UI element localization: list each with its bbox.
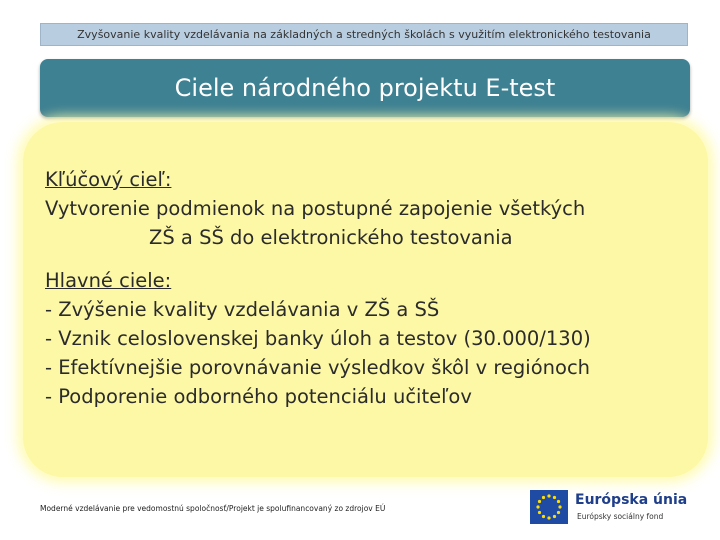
slide-title: Ciele národného projektu E-test <box>40 59 690 117</box>
eu-title: Európska únia <box>575 492 688 508</box>
main-goal-item: - Zvýšenie kvality vzdelávania v ZŠ a SŠ <box>45 298 440 321</box>
eu-flag-icon <box>530 490 568 524</box>
footer-note: Moderné vzdelávanie pre vedomostnú spoločnosť/Projekt je spolufinancovaný zo zdrojov EÚ <box>40 504 386 513</box>
content-text <box>45 165 695 411</box>
eu-logo <box>530 490 690 524</box>
main-goal-item: - Podporenie odborného potenciálu učiteľov <box>45 385 472 408</box>
key-goal-heading: Kľúčový cieľ: <box>45 168 172 191</box>
key-goal-line-2: ZŠ a SŠ do elektronického testovania <box>149 226 513 249</box>
main-goal-item: - Efektívnejšie porovnávanie výsledkov škôl v regiónoch <box>45 356 591 379</box>
main-goals-heading: Hlavné ciele: <box>45 269 172 292</box>
key-goal-line-1: Vytvorenie podmienok na postupné zapojenie všetkých <box>45 197 586 220</box>
main-goal-item: - Vznik celoslovenskej banky úloh a testov (30.000/130) <box>45 327 591 350</box>
top-banner: Zvyšovanie kvality vzdelávania na základných a stredných školách s využitím elektronického testovania <box>40 23 688 46</box>
eu-subtitle: Európsky sociálny fond <box>577 512 664 521</box>
